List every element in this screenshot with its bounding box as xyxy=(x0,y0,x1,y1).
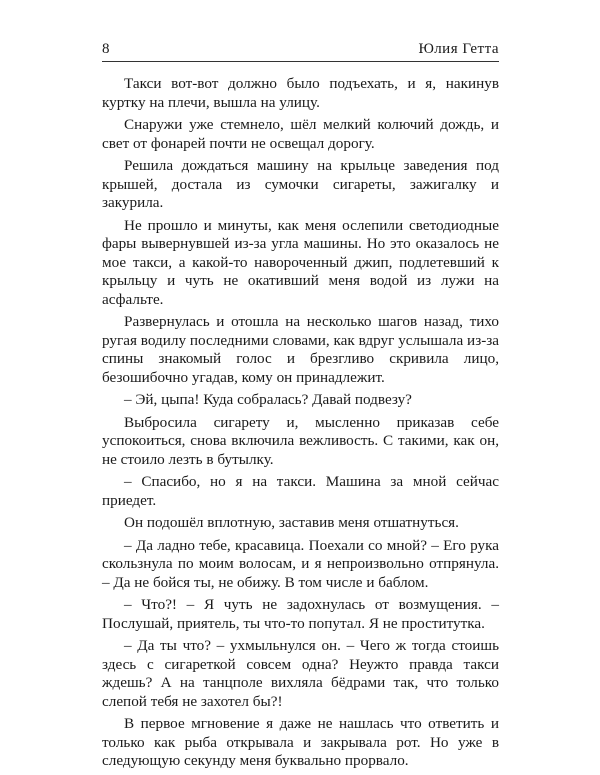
paragraph: Выбросила сигарету и, мысленно приказав себе успокоиться, снова включила вежливость. С такими, как он, не стоило лезть в бутылку. xyxy=(102,413,499,468)
dialogue-line: – Да ты что? – ухмыльнулся он. – Чего ж тогда стоишь здесь с сигареткой совсем одна? Неужто правда такси ждешь? А на танцполе вихляла бёдрами так, что только слепой тебя не захотел бы?! xyxy=(102,637,499,710)
paragraph: Такси вот-вот должно было подъехать, и я, накинув куртку на плечи, вышла на улицу. xyxy=(102,75,499,111)
running-header-author: Юлия Гетта xyxy=(418,41,499,57)
paragraph: Снаружи уже стемнело, шёл мелкий колючий дождь, и свет от фонарей почти не освещал дорогу. xyxy=(102,116,499,152)
dialogue-line: – Что?! – Я чуть не задохнулась от возмущения. – Послушай, приятель, ты что-то попутал. Я не проститутка. xyxy=(102,596,499,632)
header-rule xyxy=(102,61,499,62)
body-text xyxy=(102,75,499,775)
dialogue-line: – Да ладно тебе, красавица. Поехали со мной? – Его рука скользнула по моим волосам, и я непроизвольно отпрянула. – Да не бойся ты, не обижу. В том числе и баблом. xyxy=(102,536,499,591)
dialogue-line: – Эй, цыпа! Куда собралась? Давай подвезу? xyxy=(124,391,412,408)
paragraph: В первое мгновение я даже не нашлась что ответить и только как рыба открывала и закрывала рот. Но уже в следующую секунду меня буквально прорвало. xyxy=(102,715,499,769)
running-header xyxy=(102,34,499,58)
dialogue-line: – Спасибо, но я на такси. Машина за мной сейчас приедет. xyxy=(102,473,499,509)
paragraph: Решила дождаться машину на крыльце заведения под крышей, достала из сумочки сигареты, зажигалку и закурила. xyxy=(102,157,499,211)
paragraph: Развернулась и отошла на несколько шагов назад, тихо ругая водилу последними словами, как вдруг услышала из-за спины знакомый голос и брезгливо скривила лицо, безошибочно угадав, кому он принадлежит. xyxy=(102,313,499,386)
paragraph: Не прошло и минуты, как меня ослепили светодиодные фары вывернувшей из-за угла машины. Но это оказалось не мое такси, а какой-то навороченный джип, подлетевший к крыльцу и чуть не окативший меня водой из лужи на асфальте. xyxy=(102,216,499,308)
paragraph: Он подошёл вплотную, заставив меня отшатнуться. xyxy=(124,514,459,531)
page-number: 8 xyxy=(102,41,110,57)
